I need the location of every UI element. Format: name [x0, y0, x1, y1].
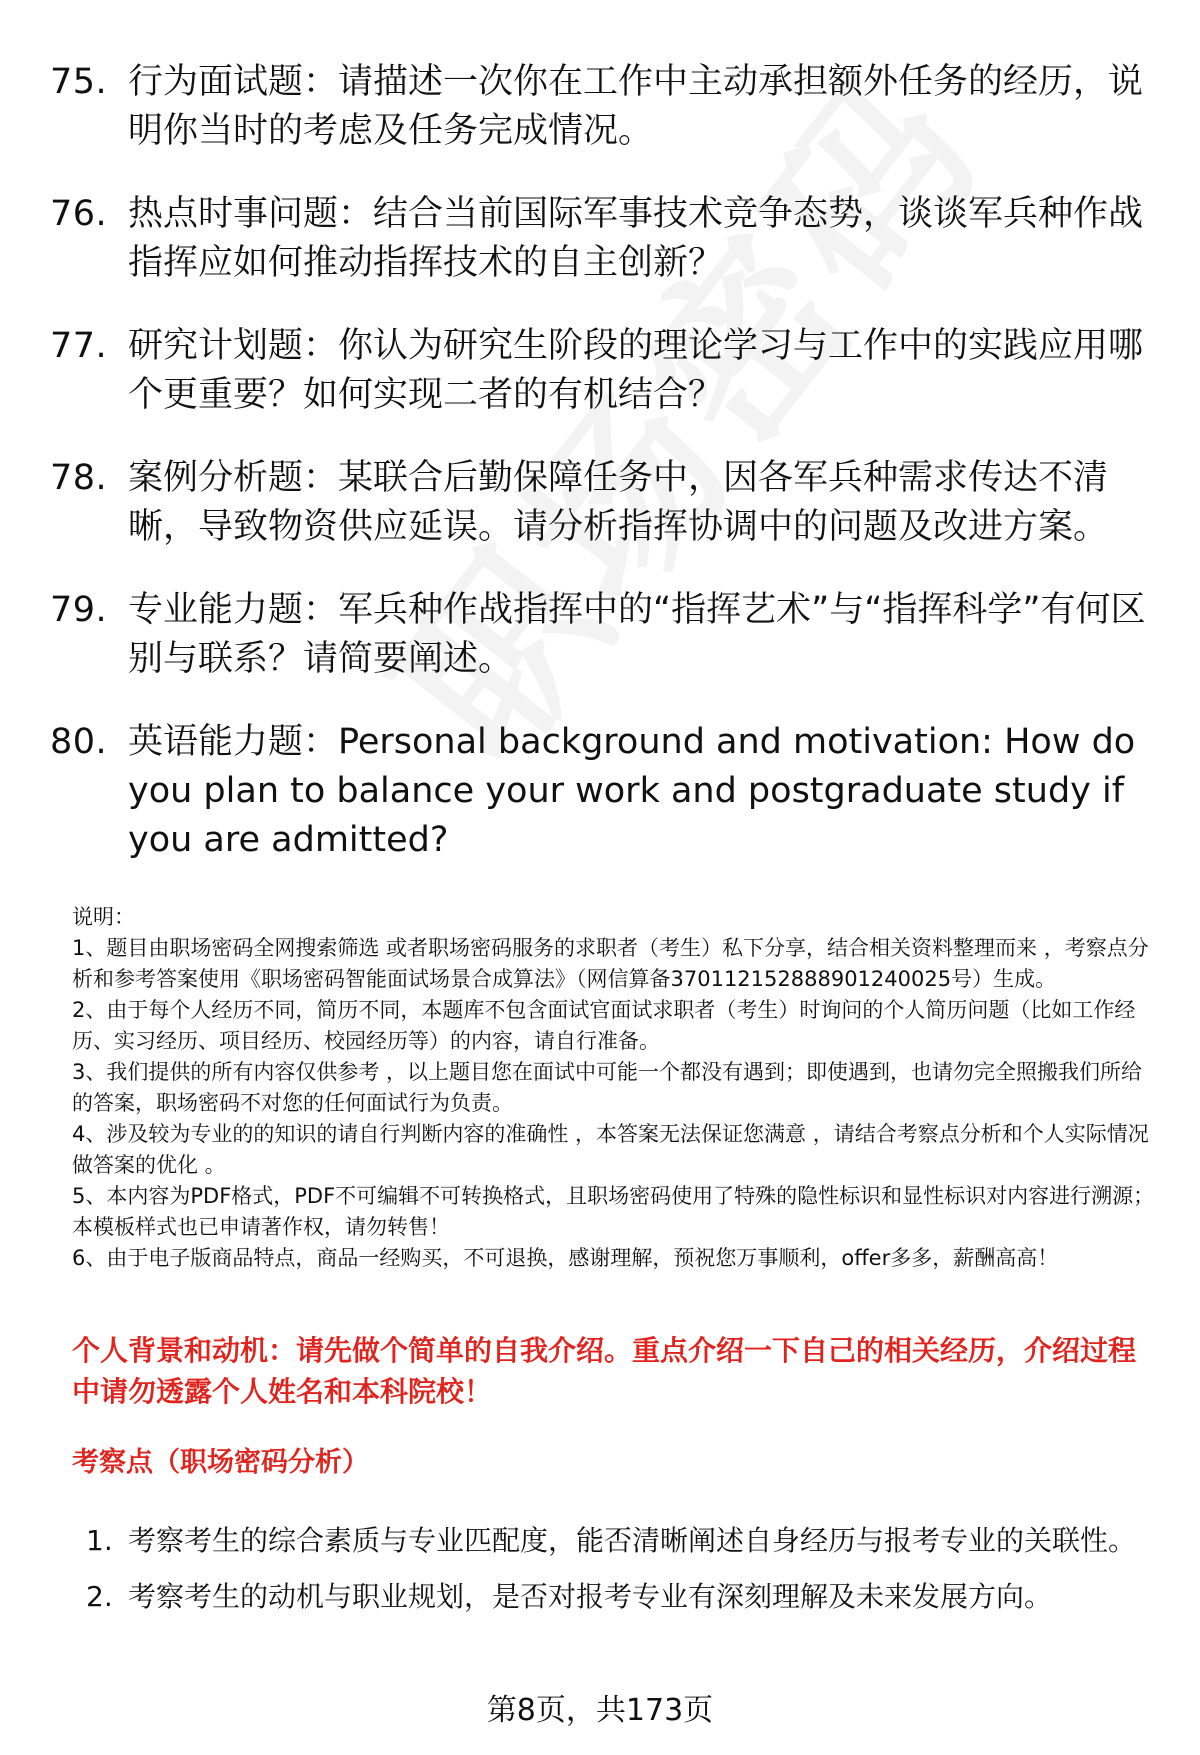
notes-section	[72, 902, 1162, 1274]
note-item: 5、本内容为PDF格式，PDF不可编辑不可转换格式，且职场密码使用了特殊的隐性标识和显性标识对内容进行溯源；本模板样式也已申请著作权，请勿转售！	[72, 1184, 1155, 1239]
question-item	[50, 322, 1160, 420]
question-text: 专业能力题：军兵种作战指挥中的“指挥艺术”与“指挥科学”有何区别与联系？请简要阐述。	[128, 590, 1146, 679]
question-number: 78.	[50, 458, 108, 498]
question-text: 研究计划题：你认为研究生阶段的理论学习与工作中的实践应用哪个更重要？如何实现二者的有机结合？	[128, 326, 1144, 415]
question-number: 80.	[50, 722, 108, 762]
question-text: 英语能力题：Personal background and motivation: How do you plan to balance your work and postgraduate study if you are admitted?	[128, 722, 1136, 860]
question-item	[50, 586, 1160, 684]
point-text: 考察考生的综合素质与专业匹配度，能否清晰阐述自身经历与报考专业的关联性。	[128, 1524, 1137, 1557]
question-item	[50, 190, 1160, 288]
question-number: 77.	[50, 326, 108, 366]
analysis-points	[86, 1513, 1161, 1625]
question-number: 75.	[50, 62, 108, 102]
point-number: 2.	[86, 1580, 113, 1613]
point-number: 1.	[86, 1524, 113, 1557]
analysis-point	[86, 1569, 1161, 1625]
notes-title: 说明：	[72, 905, 135, 929]
note-item: 1、题目由职场密码全网搜索筛选 或者职场密码服务的求职者（考生）私下分享，结合相关资料整理而来 ，考察点分析和参考答案使用《职场密码智能面试场景合成算法》（网信算备370112152888901240025号）生成。	[72, 936, 1149, 991]
question-list	[50, 58, 1160, 899]
question-text: 热点时事问题：结合当前国际军事技术竞争态势，谈谈军兵种作战指挥应如何推动指挥技术的自主创新？	[128, 194, 1144, 283]
question-item	[50, 58, 1160, 156]
question-text: 行为面试题：请描述一次你在工作中主动承担额外任务的经历，说明你当时的考虑及任务完成情况。	[128, 62, 1144, 151]
question-text: 案例分析题：某联合后勤保障任务中，因各军兵种需求传达不清晰，导致物资供应延误。请分析指挥协调中的问题及改进方案。	[128, 458, 1109, 547]
question-number: 79.	[50, 590, 108, 630]
note-item: 2、由于每个人经历不同，简历不同，本题库不包含面试官面试求职者（考生）时询问的个人简历问题（比如工作经历、实习经历、项目经历、校园经历等）的内容，请自行准备。	[72, 998, 1136, 1053]
question-item	[50, 718, 1160, 865]
note-item: 4、涉及较为专业的的知识的请自行判断内容的准确性 ，本答案无法保证您满意 ，请结合考察点分析和个人实际情况做答案的优化 。	[72, 1122, 1149, 1177]
question-number: 76.	[50, 194, 108, 234]
point-text: 考察考生的动机与职业规划，是否对报考专业有深刻理解及未来发展方向。	[128, 1580, 1053, 1613]
note-item: 6、由于电子版商品特点，商品一经购买，不可退换，感谢理解，预祝您万事顺利，offer多多，薪酬高高！	[72, 1246, 1059, 1270]
question-item	[50, 454, 1160, 552]
note-item: 3、我们提供的所有内容仅供参考 ，以上题目您在面试中可能一个都没有遇到；即使遇到，也请勿完全照搬我们所给的答案，职场密码不对您的任何面试行为负责。	[72, 1060, 1143, 1115]
page-footer: 第8页，共173页	[486, 1693, 714, 1728]
analysis-point	[86, 1513, 1161, 1569]
analysis-subheading: 考察点（职场密码分析）	[72, 1447, 369, 1478]
question-heading: 个人背景和动机：请先做个简单的自我介绍。重点介绍一下自己的相关经历，介绍过程中请勿透露个人姓名和本科院校！	[72, 1334, 1137, 1408]
